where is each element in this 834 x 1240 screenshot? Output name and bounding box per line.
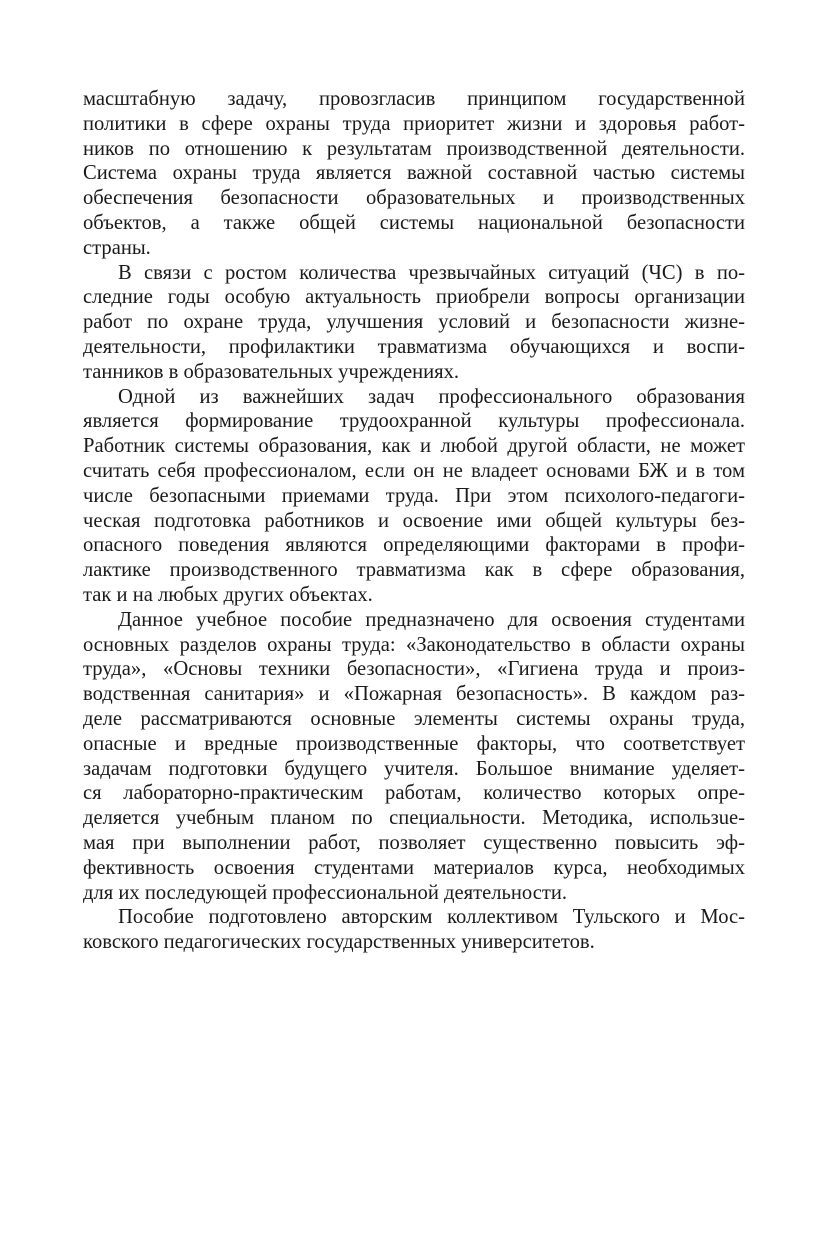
text-line: деляется учебным планом по специальности. Методика, использue- xyxy=(83,807,745,830)
paragraph-1 xyxy=(83,87,745,261)
text-line: танников в образовательных учреждениях. xyxy=(83,360,460,383)
text-line: труда», «Основы техники безопасности», «Гигиена труда и произ- xyxy=(83,658,745,681)
text-line: Работник системы образования, как и любой другой области, не может xyxy=(83,435,745,458)
paragraph-3 xyxy=(83,385,745,608)
text-line: для их последующей профессиональной деятельности. xyxy=(83,881,568,904)
text-line: деятельности, профилактики травматизма обучающихся и воспи- xyxy=(83,335,745,358)
text-line: так и на любых других объектах. xyxy=(83,583,373,606)
text-line: задачам подготовки будущего учителя. Большое внимание уделяет- xyxy=(83,757,745,780)
text-line: лактике производственного травматизма как в сфере образования, xyxy=(83,559,745,582)
text-line: опасные и вредные производственные факторы, что соответствует xyxy=(83,732,745,755)
text-line: объектов, а также общей системы национальной безопасности xyxy=(83,211,745,234)
paragraph-2 xyxy=(83,261,745,385)
text-line: ковского педагогических государственных университетов. xyxy=(83,931,595,954)
text-line: ников по отношению к результатам производственной деятельности. xyxy=(83,137,745,160)
text-line: Одной из важнейших задач профессионального образования xyxy=(118,385,745,408)
text-line: ческая подготовка работников и освоение ими общей культуры без- xyxy=(83,509,745,532)
document-page xyxy=(83,87,745,955)
text-line: Пособие подготовлено авторским коллективом Тульского и Мос- xyxy=(118,906,745,929)
text-line: является формирование трудоохранной культуры профессионала. xyxy=(83,410,745,433)
text-line: числе безопасными приемами труда. При этом психолого-педагоги- xyxy=(83,484,745,507)
paragraph-4 xyxy=(83,608,745,906)
text-line: основных разделов охраны труда: «Законодательство в области охраны xyxy=(83,633,745,656)
text-line: считать себя профессионалом, если он не владеет основами БЖ и в том xyxy=(83,459,745,482)
text-line: мая при выполнении работ, позволяет существенно повысить эф- xyxy=(83,831,745,854)
text-line: Данное учебное пособие предназначено для освоения студентами xyxy=(118,608,745,631)
text-line: опасного поведения являются определяющими факторами в профи- xyxy=(83,534,745,557)
text-line: следние годы особую актуальность приобрели вопросы организации xyxy=(83,286,745,309)
text-line: водственная санитария» и «Пожарная безопасность». В каждом раз- xyxy=(83,683,745,706)
text-line: масштабную задачу, провозгласив принципом государственной xyxy=(83,88,745,110)
text-line: обеспечения безопасности образовательных и производственных xyxy=(83,187,745,210)
paragraph-5 xyxy=(83,905,745,955)
text-line: работ по охране труда, улучшения условий и безопасности жизне- xyxy=(83,311,745,334)
text-line: ся лабораторно-практическим работам, количество которых опре- xyxy=(83,782,745,805)
text-line: В связи с ростом количества чрезвычайных ситуаций (ЧС) в по- xyxy=(118,261,745,284)
text-line: политики в сфере охраны труда приоритет жизни и здоровья работ- xyxy=(83,112,745,135)
text-line: страны. xyxy=(83,236,151,259)
text-line: деле рассматриваются основные элементы системы охраны труда, xyxy=(83,707,745,730)
text-line: фективность освоения студентами материалов курса, необходимых xyxy=(83,856,745,879)
text-line: Система охраны труда является важной составной частью системы xyxy=(83,162,745,185)
